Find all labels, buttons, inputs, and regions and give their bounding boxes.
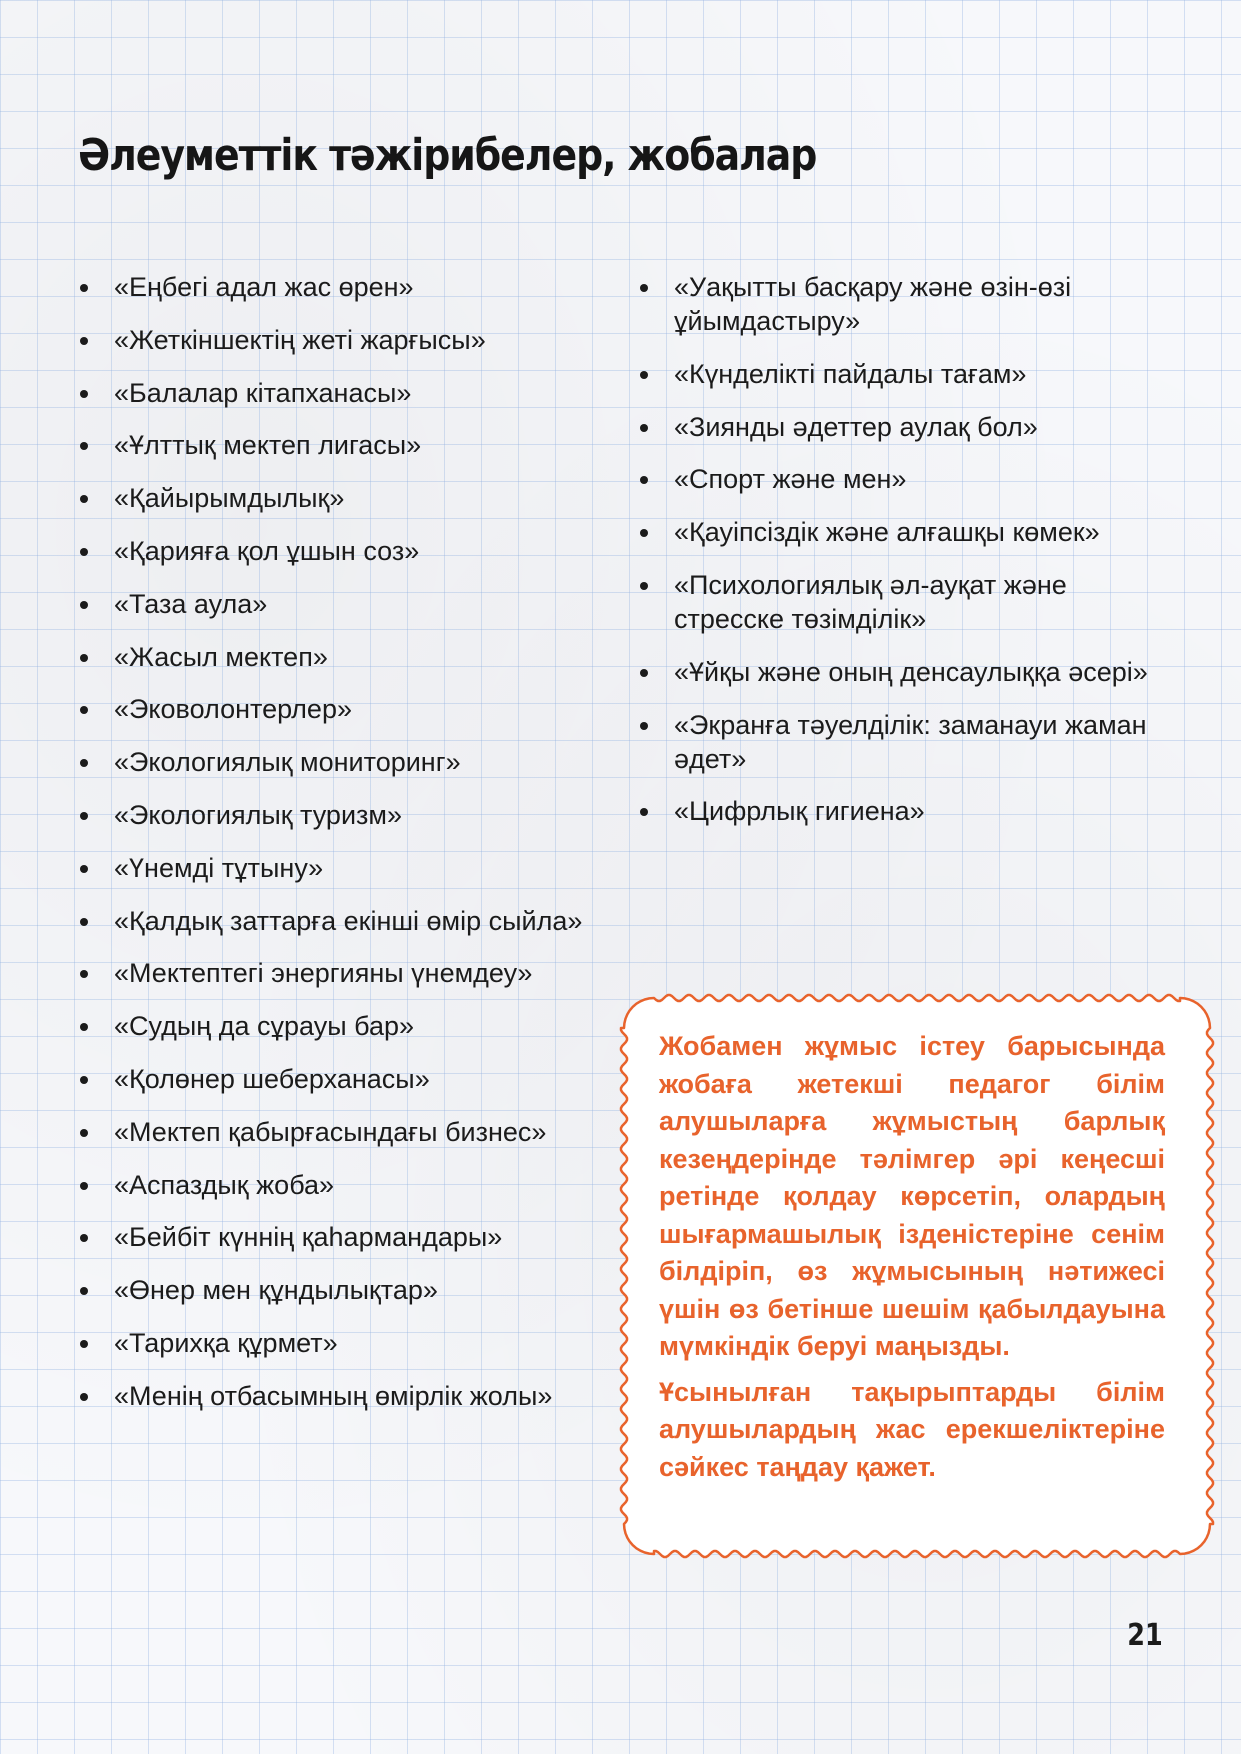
list-item: «Ұлттық мектеп лигасы»: [78, 428, 598, 462]
list-item: «Қауіпсіздік және алғашқы көмек»: [638, 515, 1158, 549]
project-list-left: [78, 270, 598, 1432]
list-item: «Жасыл мектеп»: [78, 640, 598, 674]
page-number: 21: [1127, 1618, 1163, 1653]
list-item: «Бейбіт күннің қаһармандары»: [78, 1220, 598, 1254]
list-item: «Экранға тәуелділік: заманауи жаман әдет»: [638, 708, 1158, 776]
list-item: «Жеткіншектің жеті жарғысы»: [78, 323, 598, 357]
list-item: «Қолөнер шеберханасы»: [78, 1062, 598, 1096]
list-item: «Спорт және мен»: [638, 462, 1158, 496]
list-item: «Қалдық заттарға екінші өмір сыйла»: [78, 904, 598, 938]
list-item: «Тарихқа құрмет»: [78, 1326, 598, 1360]
list-item: «Өнер мен құндылықтар»: [78, 1273, 598, 1307]
list-item: «Менің отбасымның өмірлік жолы»: [78, 1379, 598, 1413]
list-item: «Үнемді тұтыну»: [78, 851, 598, 885]
list-item: «Психологиялық әл-ауқат және стресске төзімділік»: [638, 568, 1158, 636]
list-item: «Ұйқы және оның денсаулыққа әсері»: [638, 655, 1158, 689]
note-paragraph: Жобамен жұмыс істеу барысында жобаға жетекші педагог білім алушыларға жұмыстың барлық кезеңдерінде тәлімгер әрі кеңесші ретінде қолдау көрсетіп, олардың шығармашылық ізденістеріне сенім білдіріп, өз жұмысының нәтижесі үшін өз бетінше шешім қабылдауына мүмкіндік беруі маңызды.: [659, 1031, 1165, 1361]
list-item: «Судың да сұрауы бар»: [78, 1009, 598, 1043]
list-item: «Экологиялық туризм»: [78, 798, 598, 832]
list-item: «Цифрлық гигиена»: [638, 794, 1158, 828]
list-item: «Экологиялық мониторинг»: [78, 745, 598, 779]
note-box: [618, 992, 1216, 1560]
list-item: «Қарияға қол ұшын соз»: [78, 534, 598, 568]
list-item: «Мектеп қабырғасындағы бизнес»: [78, 1115, 598, 1149]
list-item: «Таза аула»: [78, 587, 598, 621]
list-item: «Эковолонтерлер»: [78, 692, 598, 726]
list-item: «Балалар кітапханасы»: [78, 376, 598, 410]
list-item: «Зиянды әдеттер аулақ бол»: [638, 410, 1158, 444]
list-item: «Уақытты басқару және өзін-өзі ұйымдастыру»: [638, 270, 1158, 338]
note-paragraph: Ұсынылған тақырыптарды білім алушылардың жас ерекшеліктеріне сәйкес таңдау қажет.: [659, 1376, 1165, 1482]
page-title: Әлеуметтік тәжірибелер, жобалар: [78, 130, 817, 181]
project-list-right: [638, 270, 1158, 847]
list-item: «Қайырымдылық»: [78, 481, 598, 515]
list-item: «Еңбегі адал жас өрен»: [78, 270, 598, 304]
note-text: [659, 1028, 1165, 1494]
list-item: «Мектептегі энергияны үнемдеу»: [78, 956, 598, 990]
list-item: «Күнделікті пайдалы тағам»: [638, 357, 1158, 391]
list-item: «Аспаздық жоба»: [78, 1168, 598, 1202]
